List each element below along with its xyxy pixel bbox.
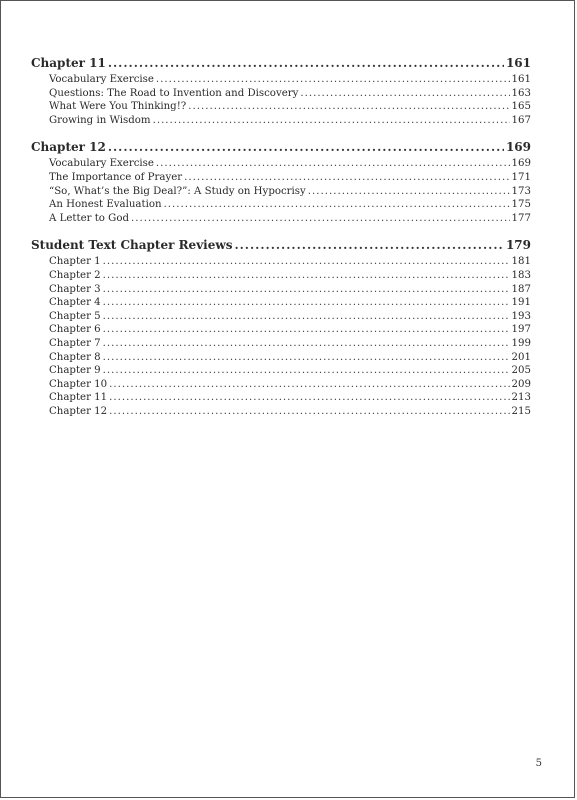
- entry-page-number: 197: [511, 324, 531, 336]
- entry-title: Chapter 6: [49, 324, 101, 336]
- toc-entry: [31, 364, 531, 378]
- dot-leader: [103, 283, 510, 297]
- entry-title: Chapter 10: [49, 378, 108, 390]
- toc-section: [31, 139, 531, 225]
- dot-leader: [109, 405, 509, 419]
- toc-entry: [31, 283, 531, 297]
- entry-title: Chapter 2: [49, 269, 101, 281]
- toc-entry: [31, 378, 531, 392]
- toc-entry: [31, 310, 531, 324]
- dot-leader: [300, 87, 509, 101]
- toc-entry: [31, 185, 531, 199]
- entry-page-number: 199: [511, 337, 531, 349]
- section-title: Chapter 11: [31, 56, 106, 70]
- toc-entry: [31, 114, 531, 128]
- dot-leader: [103, 296, 510, 310]
- dot-leader: [109, 378, 509, 392]
- entry-page-number: 177: [511, 212, 531, 224]
- page-number: 5: [535, 758, 542, 769]
- entry-title: Chapter 8: [49, 351, 101, 363]
- entry-title: Vocabulary Exercise: [49, 74, 154, 85]
- entry-title: The Importance of Prayer: [49, 171, 183, 183]
- dot-leader: [103, 269, 510, 283]
- toc-entry: [31, 351, 531, 365]
- toc-section-heading: [31, 55, 531, 72]
- entry-page-number: 213: [511, 392, 531, 404]
- dot-leader: [164, 198, 510, 212]
- entry-title: Chapter 4: [49, 297, 101, 309]
- entry-title: What Were You Thinking!?: [49, 101, 187, 113]
- entry-title: Vocabulary Exercise: [49, 158, 154, 170]
- toc-entry: [31, 405, 531, 419]
- dot-leader: [108, 55, 504, 72]
- entry-page-number: 215: [511, 405, 531, 417]
- section-title: Chapter 12: [31, 140, 106, 155]
- entry-title: Questions: The Road to Invention and Discovery: [49, 87, 299, 99]
- entry-title: Chapter 5: [49, 310, 101, 322]
- entry-title: Chapter 3: [49, 283, 101, 295]
- entry-page-number: 169: [511, 158, 531, 170]
- dot-leader: [156, 73, 510, 87]
- toc-entry: [31, 337, 531, 351]
- entry-page-number: 165: [511, 101, 531, 113]
- entry-page-number: 163: [511, 87, 531, 99]
- dot-leader: [153, 114, 510, 128]
- entry-title: Chapter 11: [49, 392, 108, 404]
- dot-leader: [103, 337, 510, 351]
- entry-page-number: 183: [511, 269, 531, 281]
- entry-page-number: 175: [511, 199, 531, 211]
- dot-leader: [131, 212, 510, 226]
- dot-leader: [108, 139, 504, 156]
- toc-entry: [31, 198, 531, 212]
- dot-leader: [103, 310, 510, 324]
- entry-page-number: 209: [511, 378, 531, 390]
- dot-leader: [308, 185, 510, 199]
- entry-title: Chapter 1: [49, 256, 101, 268]
- entry-page-number: 191: [511, 297, 531, 309]
- entry-title: Growing in Wisdom: [49, 114, 151, 126]
- dot-leader: [184, 171, 509, 185]
- toc-entry: [31, 73, 531, 87]
- toc-entry: [31, 269, 531, 283]
- toc-entry: [31, 157, 531, 171]
- entry-title: A Letter to God: [49, 212, 129, 224]
- entry-page-number: 173: [511, 185, 531, 197]
- toc-section: [31, 55, 531, 127]
- entry-page-number: 167: [511, 114, 531, 126]
- dot-leader: [188, 100, 509, 114]
- entry-page-number: 201: [511, 351, 531, 363]
- dot-leader: [156, 157, 510, 171]
- dot-leader: [234, 237, 503, 254]
- section-page-number: 161: [505, 56, 531, 70]
- toc-entry: [31, 323, 531, 337]
- toc-section-heading: [31, 139, 531, 156]
- toc-entry: [31, 296, 531, 310]
- table-of-contents: [31, 55, 531, 430]
- dot-leader: [103, 255, 510, 269]
- entry-title: Chapter 7: [49, 337, 101, 349]
- dot-leader: [103, 323, 510, 337]
- toc-entry: [31, 171, 531, 185]
- section-page-number: 179: [505, 238, 531, 253]
- toc-entry: [31, 87, 531, 101]
- toc-section-heading: [31, 237, 531, 254]
- entry-title: An Honest Evaluation: [49, 199, 162, 211]
- dot-leader: [109, 391, 509, 405]
- section-title: Student Text Chapter Reviews: [31, 238, 233, 253]
- toc-entry: [31, 391, 531, 405]
- dot-leader: [103, 351, 510, 365]
- dot-leader: [103, 364, 510, 378]
- toc-entry: [31, 212, 531, 226]
- entry-page-number: 205: [511, 365, 531, 377]
- toc-entry: [31, 100, 531, 114]
- entry-title: Chapter 9: [49, 365, 101, 377]
- entry-page-number: 187: [511, 283, 531, 295]
- entry-page-number: 181: [511, 256, 531, 268]
- entry-title: “So, What’s the Big Deal?”: A Study on Hypocrisy: [49, 185, 306, 197]
- toc-entry: [31, 255, 531, 269]
- toc-section: [31, 237, 531, 418]
- entry-page-number: 161: [511, 74, 531, 85]
- entry-title: Chapter 12: [49, 405, 108, 417]
- entry-page-number: 193: [511, 310, 531, 322]
- section-page-number: 169: [505, 140, 531, 155]
- entry-page-number: 171: [511, 171, 531, 183]
